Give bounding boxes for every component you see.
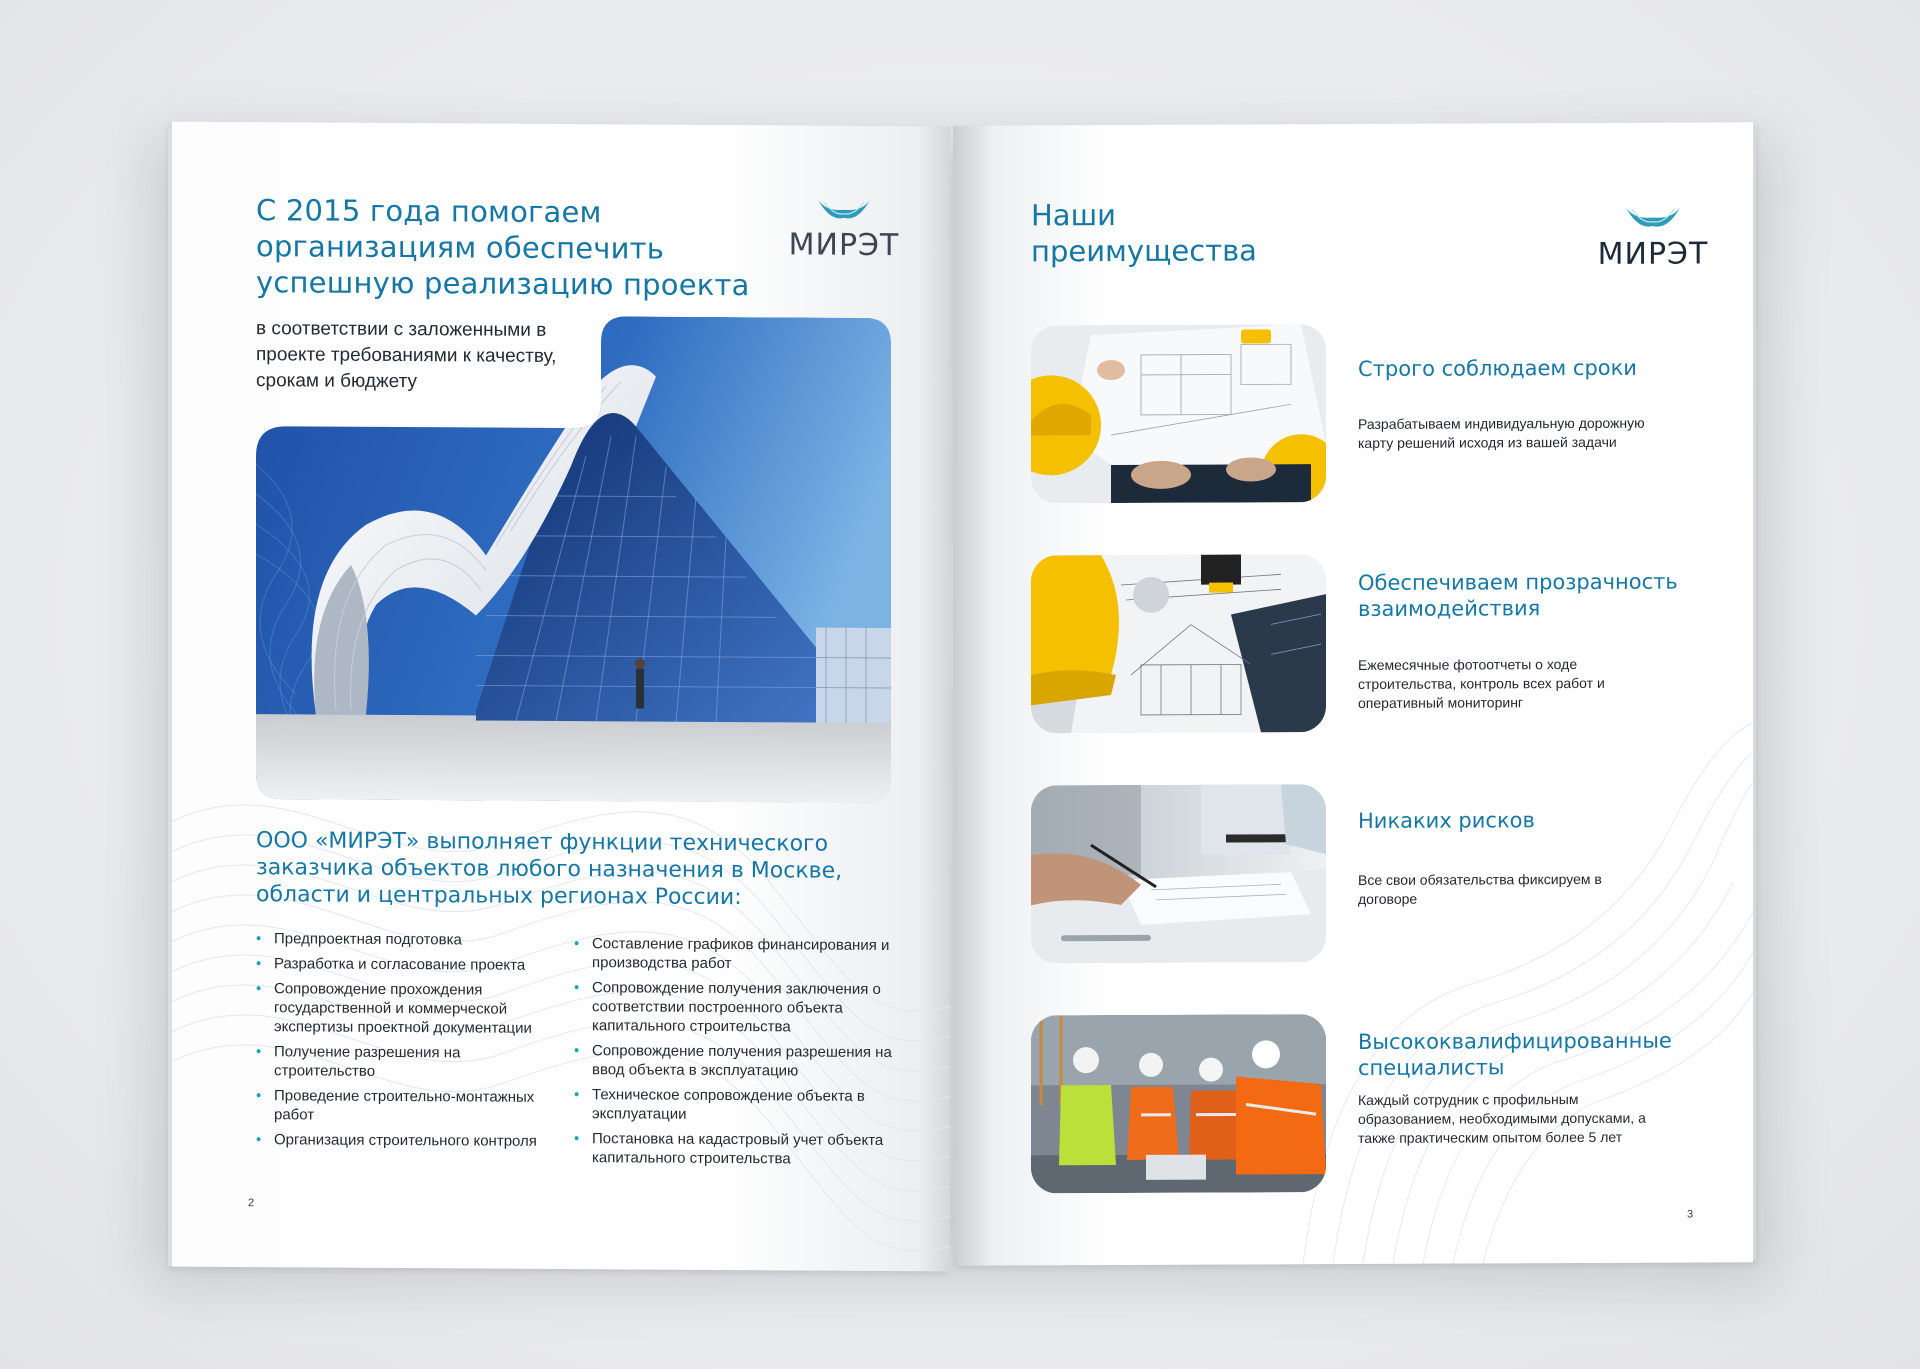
brochure-right-page bbox=[953, 122, 1753, 1265]
list-item: • Техническое сопровождение объекта в эксплуатации bbox=[574, 1085, 904, 1125]
advantage-photo-2 bbox=[1031, 554, 1326, 733]
construction-team-photo bbox=[1031, 1014, 1326, 1193]
advantage-photo-1 bbox=[1031, 324, 1326, 503]
list-item: • Составление графиков финансирования и производства работ bbox=[574, 934, 904, 974]
list-item: • Сопровождение прохождения государственной и коммерческой экспертизы проектной документации bbox=[256, 979, 556, 1038]
brochure-left-page bbox=[172, 122, 950, 1272]
advantage-title-3: Никаких рисков bbox=[1358, 808, 1535, 833]
services-list-col2 bbox=[574, 934, 904, 1175]
list-item: • Сопровождение получения заключения о соответствии построенного объекта капитального строительства bbox=[574, 978, 904, 1037]
miret-logo-left bbox=[784, 195, 904, 263]
advantage-text-2: Ежемесячные фотоотчеты о ходе строительства, контроль всех работ и оперативный мониторинг bbox=[1358, 656, 1605, 711]
advantage-text-4: Каждый сотрудник с профильным образованием, необходимыми допусками, а также практическим опытом более 5 лет bbox=[1358, 1091, 1646, 1146]
logo-wordmark: МИРЭТ bbox=[788, 227, 900, 264]
left-page-subheading: в соответствии с заложенными в проекте требованиями к качеству, срокам и бюджету bbox=[256, 318, 557, 393]
left-page-headline: С 2015 года помогаем организациям обеспечить успешную реализацию проекта bbox=[256, 193, 750, 303]
advantage-title-2: Обеспечиваем прозрачность взаимодействия bbox=[1358, 569, 1678, 621]
list-item: • Предпроектная подготовка bbox=[256, 929, 556, 950]
page-number-left: 2 bbox=[248, 1197, 255, 1210]
services-list-col1 bbox=[256, 929, 556, 1157]
advantage-photo-3 bbox=[1031, 784, 1326, 963]
page-number-right: 3 bbox=[1687, 1208, 1694, 1221]
list-item: • Разработка и согласование проекта bbox=[256, 954, 556, 975]
hardhat-and-drawings-photo bbox=[1031, 554, 1326, 733]
engineers-with-blueprints-photo bbox=[1031, 324, 1326, 503]
miret-logo-right bbox=[1593, 202, 1713, 272]
miret-wave-logo-icon bbox=[1621, 203, 1685, 239]
miret-wave-logo-icon bbox=[814, 196, 874, 230]
list-item: • Сопровождение получения разрешения на ввод объекта в эксплуатацию bbox=[574, 1041, 904, 1081]
list-item: • Организация строительного контроля bbox=[256, 1130, 556, 1151]
signing-documents-photo bbox=[1031, 784, 1326, 963]
list-item: • Получение разрешения на строительство bbox=[256, 1042, 556, 1082]
advantage-title-1: Строго соблюдаем сроки bbox=[1358, 355, 1637, 381]
advantage-photo-4 bbox=[1031, 1014, 1326, 1193]
list-item: • Проведение строительно-монтажных работ bbox=[256, 1086, 556, 1126]
logo-wordmark: МИРЭТ bbox=[1597, 236, 1709, 272]
company-description: ООО «МИРЭТ» выполняет функции технического заказчика объектов любого назначения в Москве, области и центральных регионах России: bbox=[256, 828, 843, 911]
advantage-text-3: Все свои обязательства фиксируем в договоре bbox=[1358, 870, 1602, 907]
list-item: • Постановка на кадастровый учет объекта капитального строительства bbox=[574, 1129, 904, 1169]
right-page-title: Наши преимущества bbox=[1031, 198, 1257, 269]
advantage-title-4: Высококвалифицированные специалисты bbox=[1358, 1028, 1672, 1080]
advantage-text-1: Разрабатываем индивидуальную дорожную карту решений исходя из вашей задачи bbox=[1358, 414, 1645, 451]
